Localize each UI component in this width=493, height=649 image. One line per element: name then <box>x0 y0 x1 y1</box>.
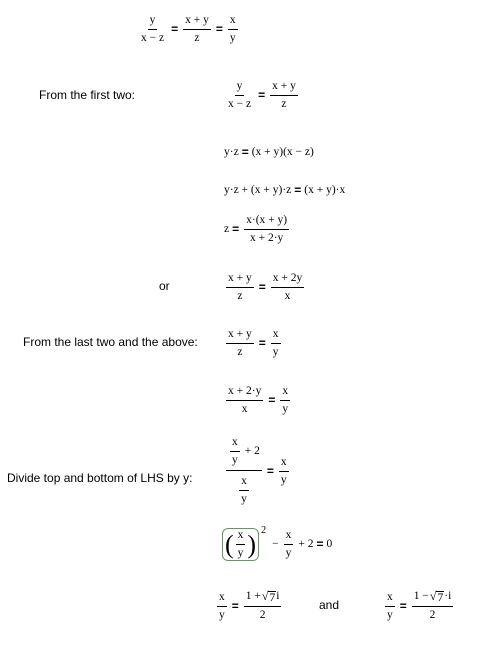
label-first-two: From the first two: <box>39 88 136 102</box>
equals-sign: = <box>215 22 223 36</box>
fraction: $\frac{x}{y}$ <box>280 455 287 486</box>
fraction: $\frac{y}{x - z}$ <box>228 80 252 110</box>
equation-main-ratio <box>137 14 240 45</box>
equals-sign: = <box>266 463 274 478</box>
equation-collect-z: y·z + (x + y)·z = (x + y)·x <box>224 183 346 197</box>
fraction: $\frac{x}{y}$ <box>387 590 393 621</box>
fraction: $\frac{x}{y}$ <box>229 14 236 44</box>
label-or: or <box>159 279 170 293</box>
fraction: $\frac{x + y}{z}$ <box>272 80 296 110</box>
square-root: √ 7 <box>261 589 276 604</box>
fraction: $\frac{x + y}{z}$ <box>228 272 252 302</box>
equals-sign: = <box>171 22 179 36</box>
equals-sign: = <box>268 393 276 407</box>
square-root: √ 7 <box>429 589 444 604</box>
equals-sign: = <box>258 88 266 102</box>
fraction: $\frac{x}{y}$ <box>285 529 292 559</box>
equals-sign: = <box>294 183 302 197</box>
fraction: $\frac{x}{y}$ <box>232 436 238 466</box>
equals-sign: = <box>232 222 240 236</box>
fraction: $\frac{x}{y}$ <box>219 590 225 621</box>
equals-sign: = <box>258 280 266 294</box>
label-last-two: From the last two and the above: <box>23 335 198 349</box>
label-and: and <box>319 598 340 612</box>
equals-sign: = <box>241 145 249 159</box>
equation-substituted <box>224 385 292 416</box>
compound-fraction: $\frac{x}{y}$ + 2 $\frac{x}{y}$ <box>226 436 262 506</box>
equation-root-plus <box>215 590 283 622</box>
equals-sign: = <box>399 598 407 613</box>
equation-root-minus <box>383 590 455 622</box>
equation-cross-multiply: y·z = (x + y)(x − z) <box>224 145 314 159</box>
exponent: 2 <box>261 525 267 536</box>
highlighted-parenthesis: ( $\frac{x}{y}$ ) <box>222 528 259 561</box>
equation-z-solved: z = $\frac{x\cdot(x + y)}{x + 2\cdot y}$ <box>224 214 288 244</box>
equation-last-two <box>224 328 283 359</box>
equation-compound-fraction <box>224 436 291 506</box>
fraction: $\frac{x + y}{z}$ <box>228 328 252 358</box>
label-divide: Divide top and bottom of LHS by y: <box>7 471 193 485</box>
fraction: $\frac{x + 2\cdot y}{x}$ <box>228 385 262 415</box>
fraction: $\frac{x + y}{z}$ <box>185 14 209 44</box>
fraction: $\frac{x}{y}$ <box>237 529 244 559</box>
fraction: 1 − √ 7 ·i 2 <box>413 589 452 621</box>
fraction: $\frac{x}{y}$ <box>282 385 289 415</box>
fraction: $\frac{x\cdot(x + y)}{x + 2\cdot y}$ <box>246 214 288 244</box>
equation-first-two <box>224 80 300 111</box>
equation-or <box>224 272 306 303</box>
equals-sign: = <box>316 537 324 551</box>
equation-quadratic: ( $\frac{x}{y}$ ) 2 − $\frac{x}{y}$ + 2 = 0 <box>222 528 332 561</box>
fraction: $\frac{y}{x - z}$ <box>141 14 165 44</box>
fraction: $\frac{x}{y}$ <box>272 328 279 358</box>
equals-sign: = <box>258 336 266 350</box>
equals-sign: = <box>231 598 239 613</box>
fraction: $\frac{x + 2y}{x}$ <box>272 272 303 302</box>
fraction: 1 + √ 7 i 2 <box>245 589 280 621</box>
fraction: $\frac{x}{y}$ <box>241 475 247 505</box>
